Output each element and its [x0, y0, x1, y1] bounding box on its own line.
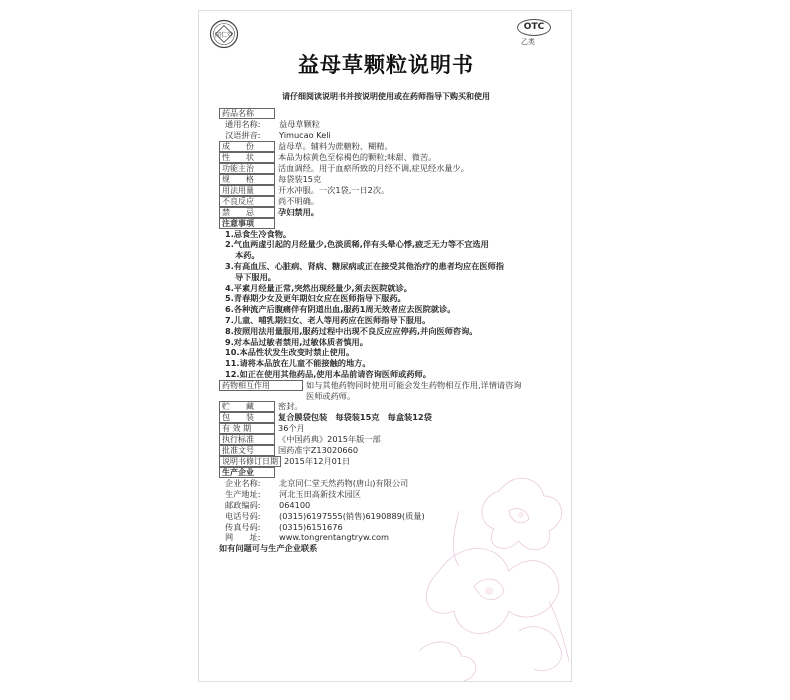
page-title: 益母草颗粒说明书: [298, 53, 474, 77]
pinyin-value: Yimucao Keli: [279, 129, 331, 140]
precaution-item: 5.青春期少女及更年期妇女应在医师指导下服药。: [225, 293, 406, 304]
precautions-row: [219, 218, 563, 229]
page-subtitle: 请仔细阅读说明书并按说明使用或在药师指导下购买和使用: [282, 92, 490, 101]
revision-value: 2015年12月01日: [284, 456, 351, 467]
label-interaction: 药物相互作用: [219, 380, 303, 391]
adverse-value: 尚不明确。: [278, 195, 319, 206]
precaution-item: 3.有高血压、心脏病、肾病、糖尿病或正在接受其他治疗的患者均应在医师指 导下服用。: [225, 260, 504, 282]
label-pinyin: 汉语拼音:: [225, 129, 261, 140]
manufacturer-row: [219, 467, 563, 478]
address-row: [219, 489, 563, 500]
precaution-item: 12.如正在使用其他药品,使用本品前请咨询医师或药师。: [225, 368, 431, 379]
precaution-item: 1.忌食生冷食物。: [225, 228, 292, 239]
interaction-value: 如与其他药物同时使用可能会发生药物相互作用,详情请咨询 医师或药师。: [306, 379, 522, 401]
label-phone: 电话号码:: [225, 510, 261, 521]
spec-row: [219, 174, 563, 185]
adverse-row: [219, 196, 563, 207]
precaution-item: 2.气血两虚引起的月经量少,色淡质稀,伴有头晕心悸,疲乏无力等不宜选用 本药。: [225, 239, 489, 261]
standard-row: [219, 434, 563, 445]
leaflet-body: [219, 108, 563, 554]
drug-name-row: [219, 108, 563, 119]
leaflet-sheet: [198, 10, 572, 682]
company-value: 北京同仁堂天然药物(唐山)有限公司: [279, 478, 409, 489]
precaution-item: 10.本品性状发生改变时禁止使用。: [225, 347, 355, 358]
approval-row: [219, 445, 563, 456]
ingredients-row: [219, 141, 563, 152]
precaution-item: 7.儿童、哺乳期妇女、老人等用药应在医师指导下服用。: [225, 314, 431, 325]
package-row: [219, 412, 563, 423]
fax-value: (0315)6151676: [279, 521, 343, 532]
tongrentang-logo: [209, 19, 239, 49]
spec-value: 每袋装15克: [278, 173, 322, 184]
label-approval: 批准文号: [219, 445, 275, 456]
label-drug-name: 药品名称: [219, 108, 275, 119]
storage-row: [219, 401, 563, 412]
label-ingredients: 成 份: [219, 141, 275, 152]
precaution-item: 6.各种流产后腹痛伴有阴道出血,服药1周无效者应去医院就诊。: [225, 304, 456, 315]
label-storage: 贮 藏: [219, 401, 275, 412]
footer-note: 如有问题可与生产企业联系: [219, 543, 318, 554]
label-validity: 有 效 期: [219, 423, 275, 434]
label-standard: 执行标准: [219, 434, 275, 445]
validity-value: 36个月: [278, 423, 305, 434]
contraindication-value: 孕妇禁用。: [278, 206, 319, 217]
phone-value: (0315)6197555(销售)6190889(质量): [279, 510, 425, 521]
storage-value: 密封。: [278, 401, 303, 412]
label-indications: 功能主治: [219, 163, 275, 174]
generic-name-value: 益母草颗粒: [279, 119, 320, 129]
postcode-row: [219, 500, 563, 511]
approval-value: 国药准字Z13020660: [278, 445, 359, 456]
label-address: 生产地址:: [225, 489, 261, 500]
properties-row: [219, 152, 563, 163]
dosage-value: 开水冲服。一次1袋,一日2次。: [278, 184, 390, 195]
standard-value: 《中国药典》2015年版一部: [278, 434, 381, 445]
dosage-row: [219, 185, 563, 196]
fax-row: [219, 522, 563, 533]
package-value: 复合膜袋包装 每袋装15克 每盒装12袋: [278, 412, 432, 423]
label-precautions: 注意事项: [219, 218, 275, 229]
label-revision: 说明书修订日期: [219, 456, 281, 467]
otc-badge: OTC: [517, 19, 551, 36]
label-postcode: 邮政编码:: [225, 499, 261, 510]
label-manufacturer: 生产企业: [219, 467, 275, 478]
pinyin-row: [219, 130, 563, 141]
svg-text:同仁堂: 同仁堂: [214, 32, 234, 39]
precaution-item: 8.按照用法用量服用,服药过程中出现不良反应应停药,并向医师咨询。: [225, 325, 478, 336]
address-value: 河北玉田高新技术园区: [279, 489, 361, 500]
precaution-item: 4.平素月经量正常,突然出现经量少,须去医院就诊。: [225, 282, 412, 293]
ingredients-value: 益母草。辅料为蔗糖粉、糊精。: [278, 140, 393, 151]
label-adverse: 不良反应: [219, 196, 275, 207]
properties-value: 本品为棕黄色至棕褐色的颗粒;味甜、微苦。: [278, 151, 437, 162]
revision-row: [219, 456, 563, 467]
generic-name-row: [219, 119, 563, 130]
website-row: [219, 532, 563, 543]
postcode-value: 064100: [279, 499, 311, 510]
validity-row: [219, 423, 563, 434]
label-generic-name: 通用名称:: [225, 119, 261, 129]
interaction-row: [219, 380, 563, 402]
indications-row: [219, 163, 563, 174]
label-dosage: 用法用量: [219, 185, 275, 196]
indications-value: 活血调经。用于血瘀所致的月经不调,症见经水量少。: [278, 162, 469, 173]
website-value: www.tongrentangtryw.com: [279, 532, 390, 543]
label-package: 包 装: [219, 412, 275, 423]
company-row: [219, 478, 563, 489]
label-contraindication: 禁 忌: [219, 207, 275, 218]
label-company: 企业名称:: [225, 478, 261, 489]
contraindication-row: [219, 207, 563, 218]
precaution-item: 9.对本品过敏者禁用,过敏体质者慎用。: [225, 336, 368, 347]
label-spec: 规 格: [219, 174, 275, 185]
precaution-item: 11.请将本品放在儿童不能接触的地方。: [225, 358, 371, 369]
phone-row: [219, 511, 563, 522]
label-website: 网 址:: [225, 532, 261, 543]
label-properties: 性 状: [219, 152, 275, 163]
otc-class: 乙类: [521, 38, 535, 46]
label-fax: 传真号码:: [225, 521, 261, 532]
